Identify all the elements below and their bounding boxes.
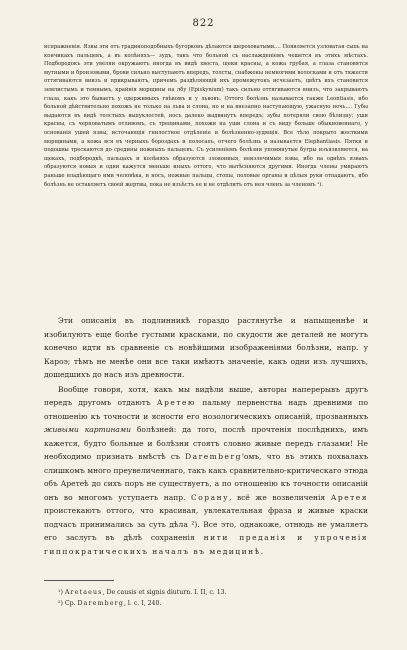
p2-text-end: . <box>260 546 264 556</box>
p2-text-d: 'омъ, что въ этихъ похвалахъ слишкомъ много преувеличеннаго, такъ какъ сравнительно-критическаго этюда объ Аретеѣ до сихъ поръ не существуетъ, а по отношенію къ точности описаній онъ во многомъ уступаетъ напр. <box>44 452 369 502</box>
footnote-rule <box>44 580 114 581</box>
author-daremberg: Daremberg <box>185 452 242 461</box>
footnote-2-author: Daremberg <box>77 600 124 607</box>
footnote-2-mark: ²) <box>58 600 63 607</box>
author-soranus: Сорану <box>191 492 229 502</box>
italic-phrase: живыми картинами <box>44 425 131 434</box>
quoted-passage <box>44 43 368 189</box>
main-text <box>44 314 368 558</box>
p2-text-b: пальму первенства надъ древними по отношенію къ точности и ясности его нозологическихъ описаній, прозванныхъ <box>44 398 368 421</box>
page-number: 822 <box>192 18 215 29</box>
author-aretaeus-2: Аретея <box>330 492 368 502</box>
spaced-phrase: нити преданія и упроченія гиппократическихъ началъ въ медицинѣ <box>44 533 368 556</box>
footnote-1-text: , De causis et signis diuturn. I. II, c. 13. <box>102 589 227 596</box>
author-aretaeus: Аретею <box>156 398 196 407</box>
p2-text-c: болѣзней: да того, послѣ прочтенія послѣднихъ, имъ кажется, будто больные и болѣзни стоятъ словно живые передъ глазами! Не необходимо признать вмѣстѣ съ <box>44 425 368 461</box>
p2-text-a: Вообще говоря, хотя, какъ мы видѣли выше, авторы наперерывъ другъ передъ другомъ отдаютъ <box>44 384 368 407</box>
quoted-text: испражненія. Язвы эти отъ градиноподобныхъ бугорковъ дѣлаются шероховатыми.... Появляется узловатая сыпь на кончикахъ пальцевъ, а въ колѣняхъ— зудъ, такъ что больной съ наслажденіемъ чешется въ этихъ мѣстахъ. Подбородокъ эти увеляи окружаютъ иногда въ видѣ хвоста, щеки красны, а кожа грубая, а глаза становятся мутными и бронзовыми, брови сильно выступаютъ впередъ, толсты, снабжены немногими волосками и отъ тяжести оттягиваются внизъ и прикрываютъ, причемъ раздѣляющій ихъ промежутокъ исчезаетъ, цвѣтъ ихъ становится землистымъ и темнымъ, крайнія морщины на лбу (Episkynium) такъ сильно оттягиваются внизъ, что закрываютъ глаза, какъ это бываетъ у одержимыхъ гнѣвомъ и у львовъ. Оттого болѣзнь называется также Leontiasis, ибо больной дѣйствительно похожъ не только на льва и слона, но и на внезапно наступающую, ужасную ночь.... Губы выдаются въ видѣ толстыхъ выпуклостей, носъ далеко выдвинутъ впередъ; зубы потеряли свою бѣлизну; уши красны, съ черноватымъ отливомъ, съ трещинами, похожи на уши слона и съ виду больше обыкновеннаго, у основанія ушей язвы, источающія гнилостное отдѣленіе и болѣзненно-зудящія. Все тѣло покрыто жесткими морщинами, а кожа вся въ черныхъ бороздахъ и полосахъ, отчего болѣзнь и называется Elephantiasis. Пятки и подошвы трескаются до средины ножныхъ пальцевъ. Съ усиленіемъ болѣзни упомянутые бугры изъязвляются, на щекахъ, подбородкѣ, пальцахъ и колѣняхъ образуются зловонныя, неизлечимыя язвы, ибо на однѣхъ язвахъ образуются новыя и одни кажутся меньше иныхъ оттого, что вытѣсняются другими. Иногда члены умираютъ раньше владѣющаго ими человѣка, и носъ, ножные пальцы, стопы, половые органы и цѣлыя руки отпадаютъ, ибо болѣзнь не оставляетъ своей жертвы, пока не изъѣстъ ее и не отдѣлитъ отъ нея членъ за членомъ ¹). <box>44 44 368 188</box>
paragraph-1: Эти описанія въ подлинникѣ гораздо растянутѣе и напыщеннѣе и изобилуютъ еще болѣе густыми красками, по скудости же деталей не могутъ конечно идти въ сравненіе съ новѣйшими изображеніями болѣзни, напр. у Кароэ; тѣмъ не менѣе они все таки имѣютъ значеніе, какъ одни изъ лучшихъ, дошедшихъ до насъ изъ древности. <box>44 316 368 379</box>
footnote-2-pre: Cp. <box>64 600 78 607</box>
footnote-2 <box>44 598 368 609</box>
p2-text-e: , всё же возвеличенія <box>229 492 331 502</box>
p2-text-f: проистекаютъ оттого, что красивая, увлекательная фраза и живые краски подчасъ принимались за суть дѣла ²). Все это, однакоже, отнюдь не умаляетъ его заслугъ въ дѣлѣ сохраненія <box>44 506 368 542</box>
footnote-1-mark: ¹) <box>58 589 63 596</box>
paragraph-2 <box>44 383 368 559</box>
footnote-1-author: Aretaeus <box>64 589 103 596</box>
footnote-2-text: , l. c. I, 240. <box>124 600 162 607</box>
footnotes <box>44 587 368 609</box>
footnote-1 <box>44 587 368 598</box>
